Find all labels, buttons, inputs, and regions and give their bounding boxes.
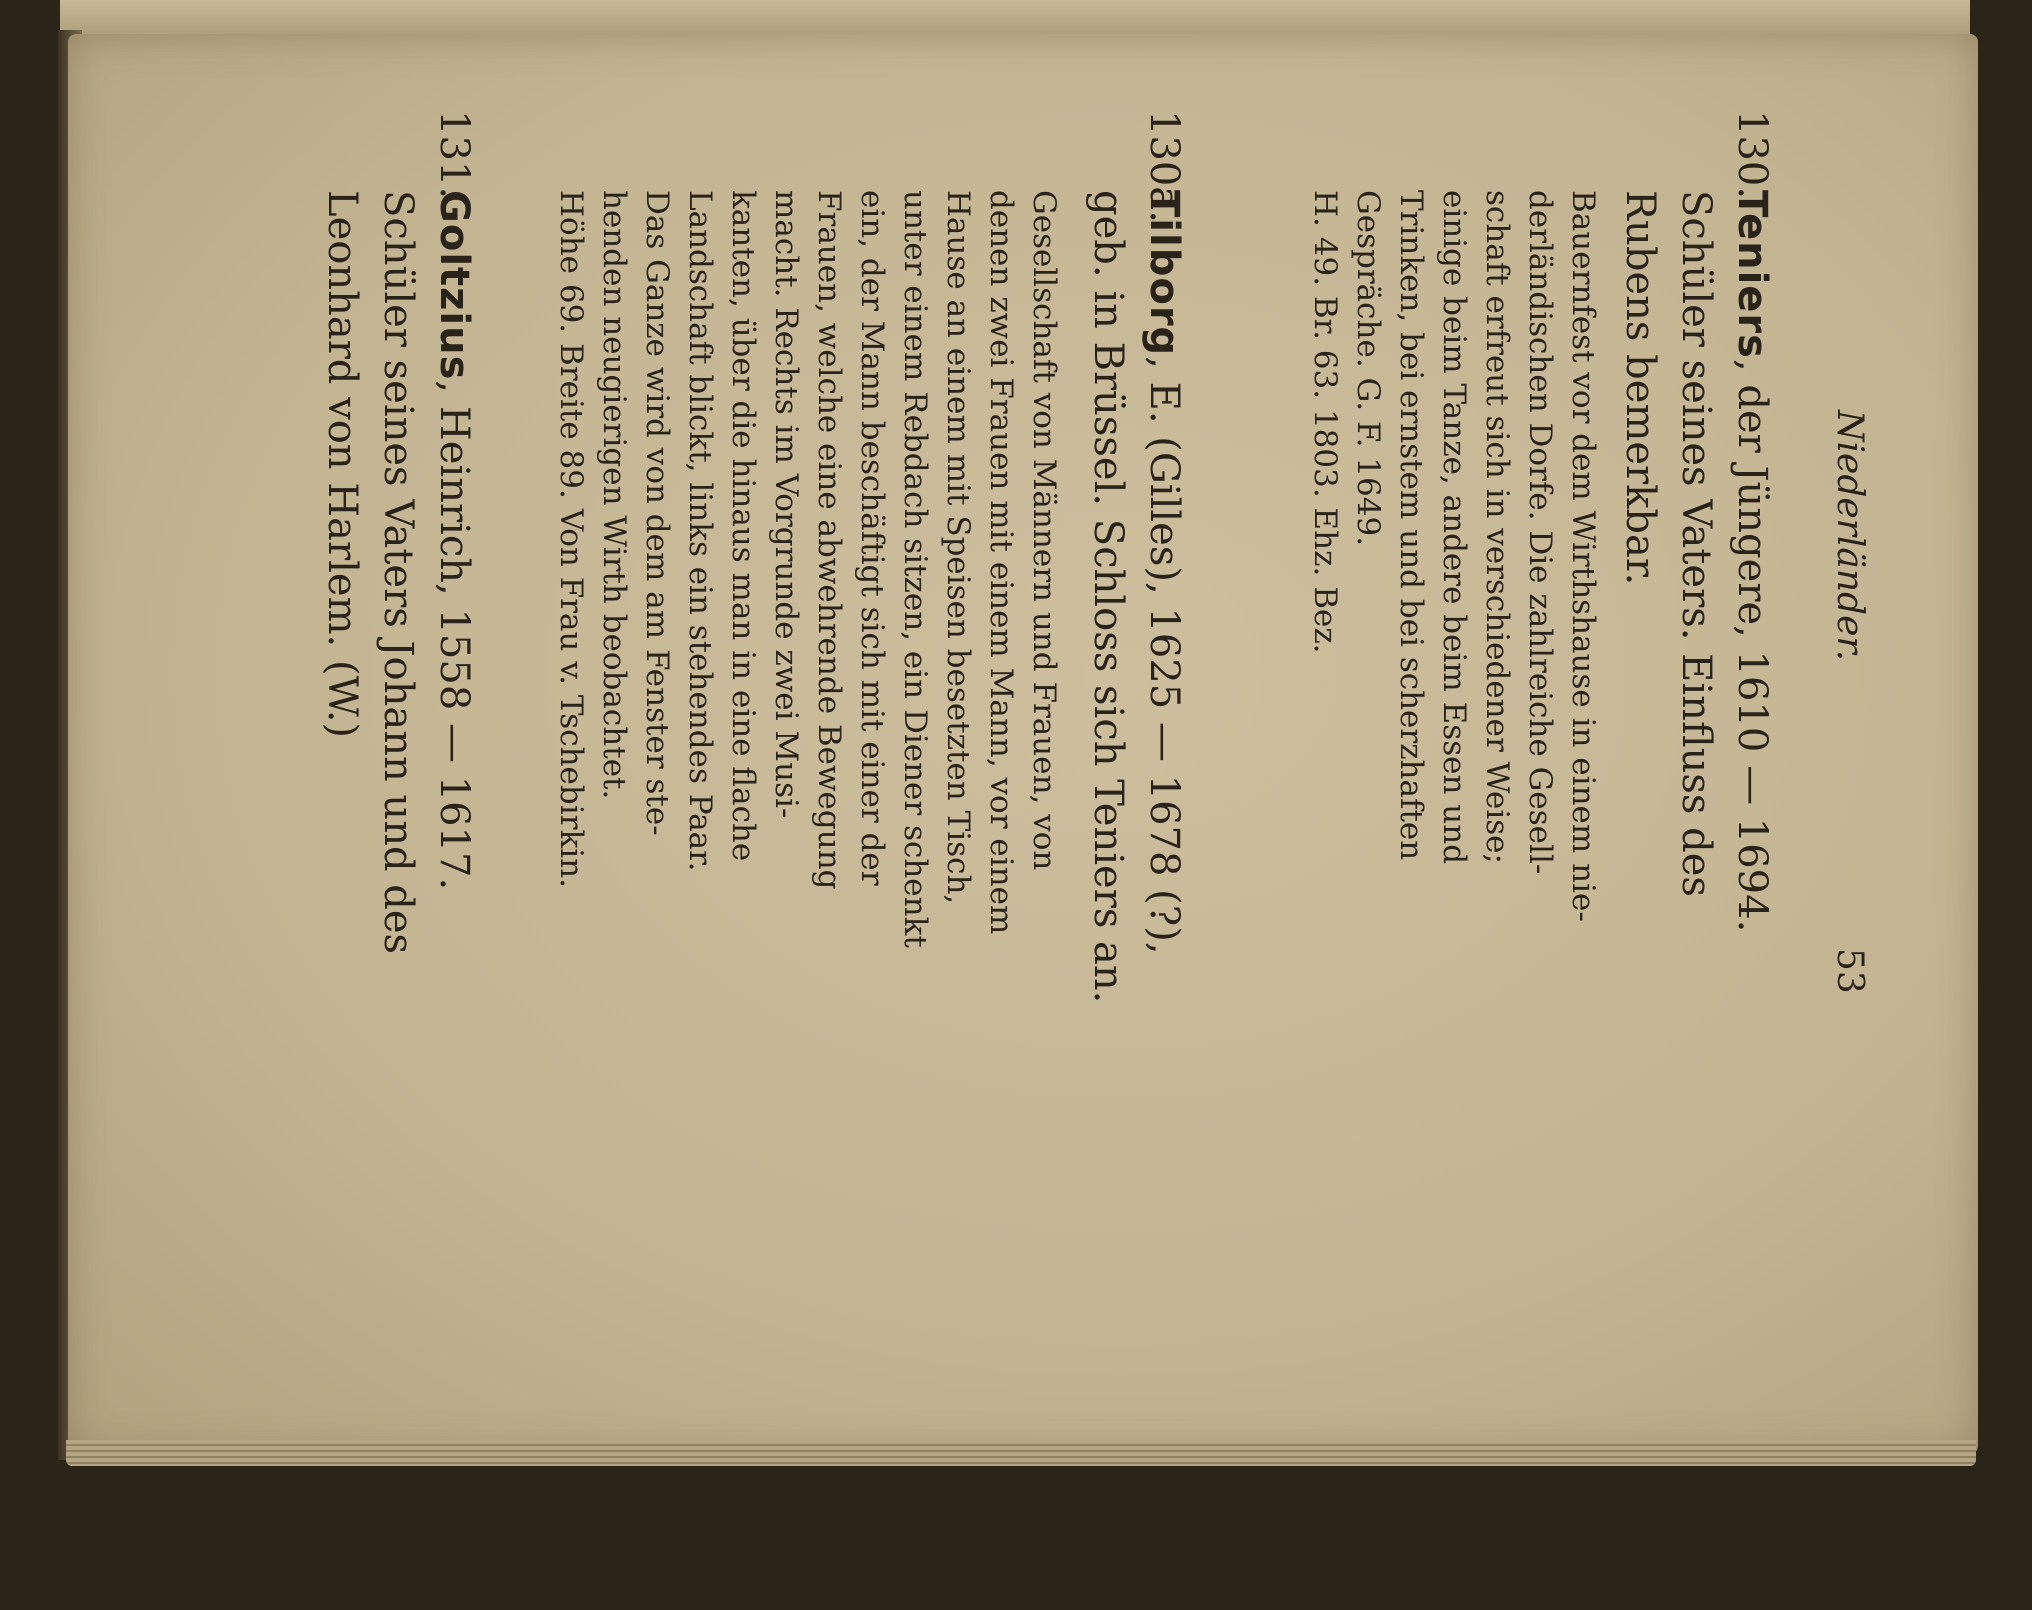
entry-131 [314, 110, 482, 1410]
description-line: henden neugierigen Wirth beobachtet. [596, 190, 632, 800]
entry-number: 130a. [1141, 110, 1187, 223]
description-line: Landschaft blickt, links ein stehendes Paar. [682, 190, 718, 872]
description-line: Bauernfest vor dem Wirthshause in einem nie- [1565, 190, 1601, 922]
entry-130-description [1303, 190, 1604, 1490]
running-header [1820, 110, 1880, 1430]
entry-130a [1080, 110, 1192, 1410]
page-number: 53 [1829, 948, 1870, 994]
description-line: kanten, über die hinaus man in eine flache [725, 190, 761, 862]
entry-line: Schüler seines Vaters Johann und des [375, 190, 421, 955]
entry-130a-description [549, 190, 1065, 1490]
rotated-text-block [320, 110, 1880, 1430]
running-title: Niederländer. [1829, 410, 1870, 662]
description-line: Gesellschaft von Männern und Frauen, von [1026, 190, 1062, 871]
artist-name: Goltzius [431, 190, 477, 381]
artist-name: Teniers [1729, 190, 1775, 359]
description-line: Trinken, bei ernstem und bei scherzhaften [1393, 190, 1429, 861]
description-line: schaft erfreut sich in verschiedener Weise; [1479, 190, 1515, 864]
description-line: denen zwei Frauen mit einem Mann, vor einem [983, 190, 1019, 935]
entry-130 [1612, 110, 1780, 1410]
entry-line: Rubens bemerkbar. [1617, 190, 1663, 586]
entry-number: 130. [1729, 110, 1775, 200]
description-line: Höhe 69. Breite 89. Von Frau v. Tschebirkin. [553, 190, 589, 888]
entry-number: 131. [431, 110, 477, 200]
description-line: Frauen, welche eine abwehrende Bewegung [811, 190, 847, 890]
description-line: ein, der Mann beschäftigt sich mit einer der [854, 190, 890, 886]
entry-line: Leonhard von Harlem. (W.) [319, 190, 365, 739]
description-line: Hause an einem mit Speisen besetzten Tisch, [940, 190, 976, 905]
description-line: H. 49. Br. 63. 1803. Ehz. Bez. [1307, 190, 1343, 654]
entry-line: , Heinrich, 1558 — 1617. [431, 380, 477, 891]
description-line: derländischen Dorfe. Die zahlreiche Gesell- [1522, 190, 1558, 875]
description-line: Gespräche. G. F. 1649. [1350, 190, 1386, 547]
description-line: macht. Rechts im Vorgrunde zwei Musi- [768, 190, 804, 819]
entry-line: , E. (Gilles), 1625 — 1678 (?), [1141, 356, 1187, 955]
description-line: einige beim Tanze, andere beim Essen und [1436, 190, 1472, 865]
entry-line: geb. in Brüssel. Schloss sich Teniers an. [1085, 190, 1131, 1004]
description-line: unter einem Rebdach sitzen, ein Diener schenkt [897, 190, 933, 948]
entry-line: , der Jüngere, 1610 — 1694. [1729, 358, 1775, 933]
entry-line: Schüler seines Vaters. Einfluss des [1673, 190, 1719, 897]
description-line: Das Ganze wird von dem am Fenster ste- [639, 190, 675, 836]
artist-name: Tilborg [1141, 190, 1187, 357]
